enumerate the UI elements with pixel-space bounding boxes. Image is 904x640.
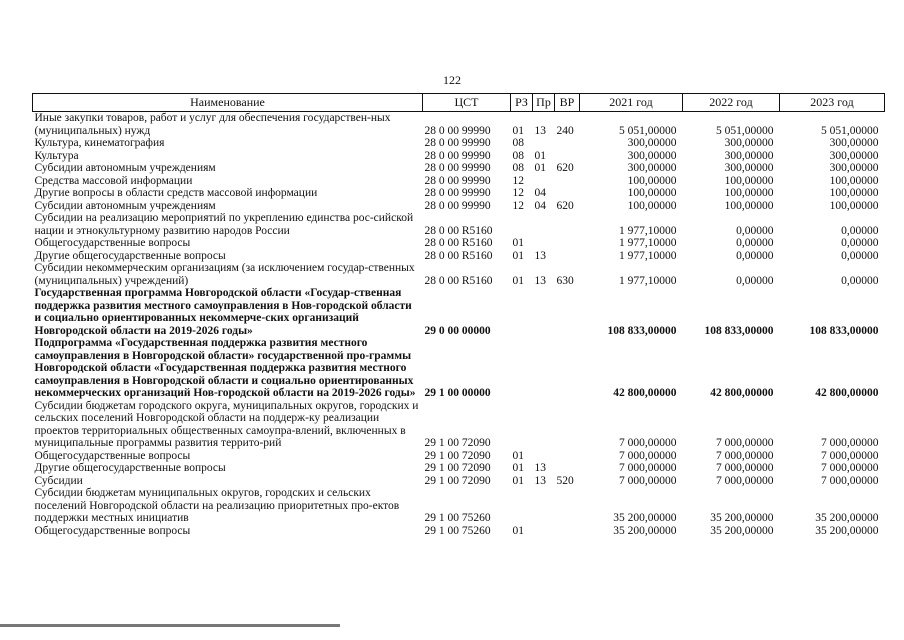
row-2021: 100,00000: [627, 199, 677, 212]
table-row: [33, 475, 885, 488]
row-2023: 7 000,00000: [821, 462, 879, 474]
row-name: Другие общегосударственные вопросы: [34, 462, 226, 474]
row-2023: 0,00000: [841, 274, 879, 287]
row-2023: 7 000,00000: [821, 474, 879, 487]
row-cst: 29 1 00 72090: [424, 449, 491, 462]
table-row: [33, 150, 885, 163]
row-cst: 28 0 00 99990: [424, 149, 491, 162]
row-vr: [555, 462, 580, 475]
table-row: [33, 237, 885, 250]
row-name: Общегосударственные вопросы: [34, 237, 191, 249]
table-row: [33, 187, 885, 200]
row-rz: 12: [512, 174, 524, 187]
row-2023: 7 000,00000: [821, 437, 879, 449]
table-header-row: [33, 94, 885, 112]
table-row: [33, 137, 885, 150]
row-2023: 42 800,00000: [815, 387, 879, 399]
row-pr: [533, 450, 555, 463]
row-2023: 108 833,00000: [809, 324, 879, 337]
row-rz: 08: [512, 137, 524, 149]
row-2022: 300,00000: [724, 149, 774, 162]
row-name: Иные закупки товаров, работ и услуг для обеспечения государствен-ных (муниципальных) нужд: [34, 112, 391, 137]
row-2022: 0,00000: [736, 249, 774, 262]
bottom-rule: [0, 624, 340, 627]
row-2022: 7 000,00000: [716, 462, 774, 474]
row-rz: 01: [512, 124, 524, 137]
row-2023: 300,00000: [829, 149, 879, 162]
table-row: [33, 200, 885, 213]
row-cst: 29 1 00 75260: [424, 512, 491, 524]
budget-table: [32, 93, 885, 537]
row-2021: 300,00000: [627, 137, 677, 149]
row-2021: 5 051,00000: [619, 124, 677, 137]
row-vr: 620: [556, 162, 574, 174]
row-2021: 7 000,00000: [619, 474, 677, 487]
row-2022: 100,00000: [724, 199, 774, 212]
table-row: [33, 250, 885, 263]
table-row: [33, 175, 885, 188]
table-row: [33, 162, 885, 175]
row-name: Другие общегосударственные вопросы: [34, 249, 226, 262]
row-2021: 100,00000: [627, 174, 677, 187]
row-name: Подпрограмма «Государственная поддержка развития местного самоуправления в Новгородской области» государственной про-граммы Новгородской области «Государственная поддержка развития местного самоуправления в Новгородской области и социально ориентированных некоммерческих организаций Нов-городской области на 2019-2026 годы»: [34, 337, 416, 399]
row-2021: 42 800,00000: [613, 387, 677, 399]
row-2022: 300,00000: [724, 137, 774, 149]
row-rz: 12: [512, 199, 524, 212]
table-row: [33, 287, 885, 337]
table-row: [33, 450, 885, 463]
row-2023: 100,00000: [829, 187, 879, 199]
row-rz: [511, 212, 533, 237]
row-rz: [511, 337, 533, 400]
row-rz: 01: [512, 524, 524, 537]
row-pr: [533, 287, 555, 337]
row-rz: 01: [512, 449, 524, 462]
row-pr: 01: [534, 162, 546, 174]
row-name: Субсидии автономным учреждениям: [34, 162, 216, 174]
row-cst: 28 0 00 99990: [424, 174, 491, 187]
row-2023: 35 200,00000: [815, 524, 879, 537]
row-cst: 28 0 00 R5160: [424, 249, 493, 262]
row-cst: 28 0 00 99990: [424, 187, 491, 199]
row-vr: [555, 212, 580, 237]
row-vr: [555, 187, 580, 200]
row-vr: 520: [556, 474, 574, 487]
row-pr: 04: [534, 199, 546, 212]
row-2023: 5 051,00000: [821, 124, 879, 137]
row-vr: [555, 487, 580, 525]
row-vr: 240: [556, 124, 574, 137]
row-name: Культура: [34, 149, 79, 162]
row-pr: 01: [534, 149, 546, 162]
row-rz: [511, 487, 533, 525]
row-pr: 04: [534, 187, 546, 199]
table-row: [33, 525, 885, 538]
row-2023: 100,00000: [829, 174, 879, 187]
column-header-2022: 2022 год: [683, 94, 780, 112]
row-cst: 29 0 00 00000: [424, 324, 491, 337]
row-2021: 108 833,00000: [607, 324, 677, 337]
row-2023: 0,00000: [841, 249, 879, 262]
row-2021: 1 977,10000: [619, 237, 677, 249]
row-pr: [533, 237, 555, 250]
column-header-vr: ВР: [555, 94, 580, 112]
row-pr: [533, 137, 555, 150]
row-pr: [533, 175, 555, 188]
column-header-2023: 2023 год: [780, 94, 885, 112]
row-name: Другие вопросы в области средств массовой информации: [34, 187, 318, 199]
row-name: Субсидии бюджетам муниципальных округов, городских и сельских поселений Новгородской области на реализацию приоритетных про-ектов поддержки местных инициатив: [34, 487, 400, 524]
row-rz: 01: [512, 237, 524, 249]
row-vr: 620: [556, 199, 574, 212]
row-name: Субсидии автономным учреждениям: [34, 199, 216, 212]
row-vr: [555, 400, 580, 450]
row-vr: 630: [556, 274, 574, 287]
row-vr: [555, 287, 580, 337]
row-vr: [555, 237, 580, 250]
row-pr: [533, 487, 555, 525]
row-cst: 28 0 00 99990: [424, 162, 491, 174]
row-pr: [533, 212, 555, 237]
row-cst: 29 1 00 75260: [424, 524, 491, 537]
row-2023: 7 000,00000: [821, 449, 879, 462]
row-2021: 7 000,00000: [619, 437, 677, 449]
table-body: [33, 112, 885, 538]
row-2023: 300,00000: [829, 162, 879, 174]
row-vr: [555, 175, 580, 188]
row-cst: 28 0 00 R5160: [424, 224, 493, 237]
row-cst: 28 0 00 R5160: [424, 237, 493, 249]
row-2022: 0,00000: [736, 237, 774, 249]
row-name: Средства массовой информации: [34, 174, 193, 187]
row-2023: 0,00000: [841, 224, 879, 237]
row-name: Культура, кинематография: [34, 137, 165, 149]
row-pr: 13: [534, 462, 546, 474]
row-2022: 35 200,00000: [710, 512, 774, 524]
row-2022: 0,00000: [736, 224, 774, 237]
row-vr: [555, 150, 580, 163]
row-name: Субсидии бюджетам городского округа, муниципальных округов, городских и сельских поселений Новгородской области на поддерж-ку реализации проектов территориальных общественных самоупра-влений, включенных в муниципальные программы развития террито-рий: [34, 399, 419, 449]
row-2023: 300,00000: [829, 137, 879, 149]
table-row: [33, 400, 885, 450]
column-header-2021: 2021 год: [580, 94, 683, 112]
row-2021: 35 200,00000: [613, 512, 677, 524]
row-2022: 7 000,00000: [716, 449, 774, 462]
row-vr: [555, 250, 580, 263]
row-cst: 28 0 00 99990: [424, 137, 491, 149]
row-2021: 7 000,00000: [619, 462, 677, 474]
row-pr: [533, 337, 555, 400]
row-2021: 300,00000: [627, 162, 677, 174]
row-2022: 0,00000: [736, 274, 774, 287]
row-rz: 01: [512, 462, 524, 474]
table-row: [33, 262, 885, 287]
row-name: Государственная программа Новгородской области «Государ-ственная поддержка развития местного самоуправления в Нов-городской области и социально ориентированных некоммерче-ских организаций Новгородской области на 2019-2026 годы»: [34, 287, 412, 337]
row-rz: 01: [512, 474, 524, 487]
column-header-name: Наименование: [33, 94, 423, 112]
row-2022: 100,00000: [724, 187, 774, 199]
table-row: [33, 462, 885, 475]
row-pr: [533, 400, 555, 450]
row-rz: 01: [512, 274, 524, 287]
row-2021: 1 977,10000: [619, 224, 677, 237]
row-vr: [555, 525, 580, 538]
row-cst: 29 1 00 00000: [424, 387, 491, 399]
row-pr: 13: [534, 474, 546, 487]
row-cst: 28 0 00 99990: [424, 199, 491, 212]
row-rz: 12: [512, 187, 524, 199]
row-2022: 42 800,00000: [710, 387, 774, 399]
table-row: [33, 112, 885, 138]
row-rz: [511, 287, 533, 337]
row-2022: 35 200,00000: [710, 524, 774, 537]
row-name: Субсидии на реализацию мероприятий по укреплению единства рос-сийской нации и этнокультурному развитию народов России: [34, 212, 414, 237]
row-pr: 13: [534, 124, 546, 137]
column-header-rz: РЗ: [511, 94, 533, 112]
row-2022: 5 051,00000: [716, 124, 774, 137]
row-2021: 100,00000: [627, 187, 677, 199]
row-rz: 01: [512, 249, 524, 262]
row-rz: 08: [512, 162, 524, 174]
row-2021: 7 000,00000: [619, 449, 677, 462]
row-2022: 100,00000: [724, 174, 774, 187]
row-vr: [555, 450, 580, 463]
table-row: [33, 487, 885, 525]
row-2022: 7 000,00000: [716, 437, 774, 449]
row-2022: 300,00000: [724, 162, 774, 174]
table-row: [33, 212, 885, 237]
row-cst: 28 0 00 99990: [424, 124, 491, 137]
row-2022: 7 000,00000: [716, 474, 774, 487]
row-2023: 100,00000: [829, 199, 879, 212]
row-2021: 1 977,10000: [619, 249, 677, 262]
table-row: [33, 337, 885, 400]
row-cst: 29 1 00 72090: [424, 437, 491, 449]
row-2023: 0,00000: [841, 237, 879, 249]
row-2023: 35 200,00000: [815, 512, 879, 524]
row-vr: [555, 337, 580, 400]
row-pr: 13: [534, 274, 546, 287]
row-2022: 108 833,00000: [704, 324, 774, 337]
row-pr: [533, 525, 555, 538]
row-2021: 300,00000: [627, 149, 677, 162]
row-vr: [555, 137, 580, 150]
column-header-pr: Пр: [533, 94, 555, 112]
row-name: Субсидии: [34, 474, 83, 487]
row-name: Общегосударственные вопросы: [34, 449, 191, 462]
row-cst: 29 1 00 72090: [424, 462, 491, 474]
row-cst: 29 1 00 72090: [424, 474, 491, 487]
row-2021: 35 200,00000: [613, 524, 677, 537]
row-cst: 28 0 00 R5160: [424, 274, 493, 287]
row-pr: 13: [534, 249, 546, 262]
row-name: Субсидии некоммерческим организациям (за исключением государ-ственных (муниципальных) учреждений): [34, 262, 415, 287]
row-name: Общегосударственные вопросы: [34, 524, 191, 537]
row-rz: [511, 400, 533, 450]
row-rz: 08: [512, 149, 524, 162]
page-number: 122: [443, 73, 461, 87]
row-2021: 1 977,10000: [619, 274, 677, 287]
column-header-cst: ЦСТ: [423, 94, 511, 112]
